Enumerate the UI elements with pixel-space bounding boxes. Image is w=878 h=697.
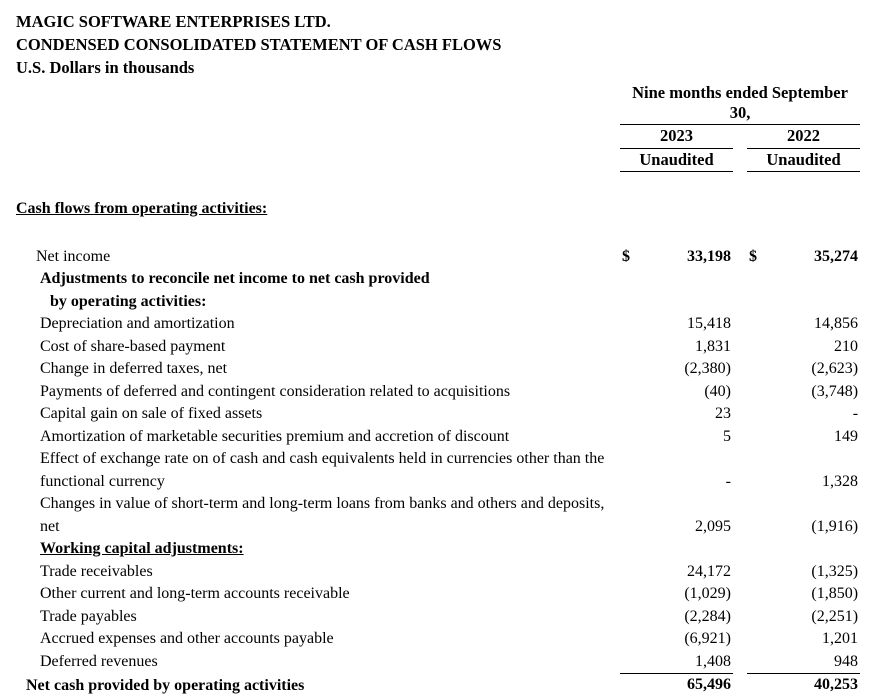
value-2022: (2,623) (811, 360, 859, 377)
column-gap (733, 606, 747, 629)
statement-row (16, 358, 860, 381)
currency-symbol-2023 (620, 674, 638, 697)
row-label: Net cash provided by operating activities (26, 676, 305, 694)
currency-symbol-2023 (620, 493, 638, 538)
statement-title: CONDENSED CONSOLIDATED STATEMENT OF CASH FLOWS (16, 35, 502, 54)
value-2022: (1,916) (811, 517, 859, 535)
column-year-2023: 2023 (620, 125, 733, 149)
column-gap (733, 403, 747, 426)
value-2023: 2,095 (695, 517, 731, 535)
statement-row (16, 336, 860, 359)
row-label: by operating activities: (50, 292, 207, 310)
value-2023: (1,029) (684, 585, 731, 602)
currency-symbol-2022 (747, 606, 765, 629)
value-2022: 948 (765, 651, 860, 674)
statement-row (16, 651, 860, 674)
value-2023: 1,408 (638, 651, 733, 674)
row-label: Net income (36, 247, 111, 265)
cashflow-rows (16, 198, 860, 697)
value-2023: 23 (715, 405, 731, 422)
value-2023: (2,380) (684, 360, 731, 377)
row-label: Other current and long-term accounts receivable (40, 585, 350, 602)
column-status-2023: Unaudited (620, 148, 733, 172)
currency-symbol-2023 (620, 358, 638, 381)
statement-row (16, 403, 860, 426)
value-2022: - (852, 405, 859, 422)
statement-row (16, 493, 860, 538)
currency-symbol-2022 (747, 336, 765, 359)
value-2022 (765, 291, 860, 314)
currency-symbol-2022 (747, 583, 765, 606)
value-2023: (6,921) (684, 630, 731, 647)
statement-row (16, 628, 860, 651)
value-2023: (2,284) (684, 607, 731, 625)
value-2022: (3,748) (811, 382, 859, 400)
value-2023 (638, 268, 733, 291)
statement-row (16, 198, 860, 221)
value-2023: 65,496 (638, 674, 733, 697)
value-2023 (638, 538, 733, 561)
column-gap (733, 381, 747, 404)
statement-row (16, 246, 860, 269)
column-gap (733, 125, 747, 149)
value-2023 (638, 198, 733, 221)
currency-symbol-2023 (620, 448, 638, 493)
currency-symbol-2022 (747, 538, 765, 561)
column-gap (733, 583, 747, 606)
column-gap (733, 538, 747, 561)
row-label: Adjustments to reconcile net income to net cash provided (40, 270, 430, 287)
value-2023 (638, 291, 733, 314)
column-status-2022: Unaudited (747, 148, 860, 172)
column-gap (733, 246, 747, 269)
currency-symbol-2023 (620, 538, 638, 561)
currency-symbol-2023 (620, 313, 638, 336)
statement-row (16, 291, 860, 314)
column-gap (733, 426, 747, 449)
row-label: Capital gain on sale of fixed assets (40, 405, 263, 422)
column-gap (733, 313, 747, 336)
currency-symbol-2023 (620, 198, 638, 221)
column-gap (733, 628, 747, 651)
empty-cell (16, 125, 620, 149)
statement-row (16, 561, 860, 584)
statement-row (16, 606, 860, 629)
column-gap (733, 148, 747, 172)
empty-cell (16, 148, 620, 172)
row-label: Amortization of marketable securities premium and accretion of discount (40, 427, 510, 445)
currency-symbol-2022: $ (749, 247, 757, 265)
value-2023: - (725, 472, 731, 490)
currency-symbol-2022 (747, 674, 765, 697)
spacer-row (16, 221, 860, 246)
currency-symbol-2023 (620, 561, 638, 584)
currency-symbol-2022 (747, 291, 765, 314)
column-gap (733, 651, 747, 674)
value-2022 (765, 198, 860, 221)
value-2022: 35,274 (814, 247, 859, 265)
row-label: Payments of deferred and contingent consideration related to acquisitions (40, 382, 511, 400)
column-gap (733, 336, 747, 359)
currency-symbol-2023 (620, 268, 638, 291)
column-gap (733, 674, 747, 697)
value-2023: 5 (723, 427, 731, 445)
currency-symbol-2022 (747, 358, 765, 381)
statement-row (16, 674, 860, 697)
statement-row (16, 448, 860, 493)
units-note: U.S. Dollars in thousands (16, 58, 195, 77)
value-2023: 1,831 (695, 337, 731, 355)
status-header-row (16, 148, 860, 172)
currency-symbol-2023 (620, 381, 638, 404)
row-label: Cash flows from operating activities: (16, 200, 268, 217)
statement-row (16, 313, 860, 336)
currency-symbol-2022 (747, 403, 765, 426)
value-2023: 33,198 (687, 247, 731, 265)
row-label: Deferred revenues (40, 653, 158, 670)
row-label: Trade receivables (40, 562, 153, 580)
value-2022: (1,325) (811, 562, 859, 580)
column-gap (733, 268, 747, 291)
currency-symbol-2023 (620, 583, 638, 606)
spacer-row (16, 172, 860, 199)
value-2022: 40,253 (765, 674, 860, 697)
column-gap (733, 291, 747, 314)
cashflow-table (16, 83, 860, 697)
statement-row (16, 583, 860, 606)
currency-symbol-2022 (747, 313, 765, 336)
row-label: Accrued expenses and other accounts payable (40, 630, 334, 647)
currency-symbol-2023 (620, 336, 638, 359)
period-header-row (16, 83, 860, 125)
value-2022: (2,251) (811, 607, 859, 625)
value-2022 (765, 268, 860, 291)
currency-symbol-2022 (747, 381, 765, 404)
value-2022: 1,328 (822, 472, 859, 490)
currency-symbol-2022 (747, 651, 765, 674)
company-name: MAGIC SOFTWARE ENTERPRISES LTD. (16, 12, 331, 31)
empty-cell (16, 83, 620, 125)
currency-symbol-2023 (620, 426, 638, 449)
currency-symbol-2023 (620, 403, 638, 426)
currency-symbol-2023 (620, 291, 638, 314)
row-label: Depreciation and amortization (40, 315, 235, 332)
statement-row (16, 538, 860, 561)
column-gap (733, 198, 747, 221)
currency-symbol-2023 (620, 606, 638, 629)
currency-symbol-2022 (747, 268, 765, 291)
statement-row (16, 381, 860, 404)
column-gap (733, 448, 747, 493)
value-2023: 15,418 (687, 315, 731, 332)
value-2022: 1,201 (822, 630, 859, 647)
row-label: Change in deferred taxes, net (40, 360, 228, 377)
value-2022: 210 (834, 337, 859, 355)
column-gap (733, 561, 747, 584)
row-label: Effect of exchange rate on of cash and cash equivalents held in currencies other than the functional currency (40, 450, 605, 490)
currency-symbol-2022 (747, 426, 765, 449)
value-2022: 14,856 (814, 315, 859, 332)
currency-symbol-2022 (747, 448, 765, 493)
currency-symbol-2022 (747, 198, 765, 221)
statement-row (16, 268, 860, 291)
currency-symbol-2022 (747, 628, 765, 651)
currency-symbol-2023: $ (622, 247, 630, 265)
statement-row (16, 426, 860, 449)
value-2023: 24,172 (687, 562, 731, 580)
spacer-cell (16, 221, 860, 246)
value-2023: (40) (704, 382, 731, 400)
value-2022: 149 (834, 427, 859, 445)
column-gap (733, 358, 747, 381)
column-year-2022: 2022 (747, 125, 860, 149)
row-label: Changes in value of short-term and long-term loans from banks and others and deposits, net (40, 495, 605, 535)
currency-symbol-2022 (747, 561, 765, 584)
year-header-row (16, 125, 860, 149)
title-block (16, 10, 862, 79)
row-label: Cost of share-based payment (40, 337, 226, 355)
currency-symbol-2022 (747, 493, 765, 538)
value-2022 (765, 538, 860, 561)
currency-symbol-2023 (620, 651, 638, 674)
value-2022: (1,850) (811, 585, 859, 602)
row-label: Working capital adjustments: (40, 540, 244, 557)
column-gap (733, 493, 747, 538)
row-label: Trade payables (40, 607, 137, 625)
period-header: Nine months ended September 30, (620, 83, 860, 125)
currency-symbol-2023 (620, 628, 638, 651)
